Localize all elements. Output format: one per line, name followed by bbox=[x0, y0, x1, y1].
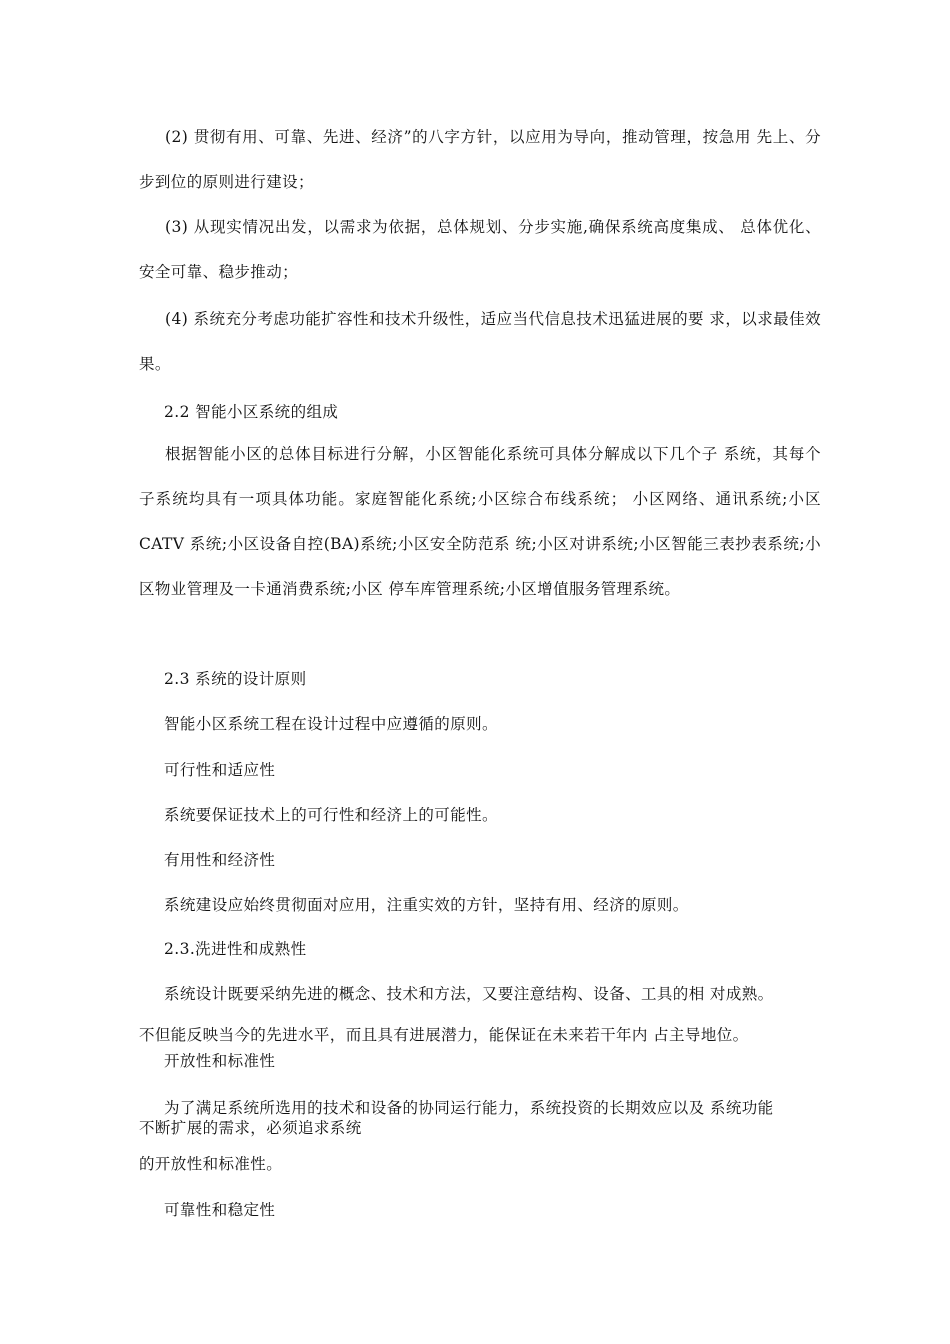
paragraph-advanced-line-1: 系统设计既要采纳先进的概念、技术和方法，又要注意结构、设备、工具的相 对成熟。 bbox=[164, 985, 774, 1003]
paragraph-system-composition: 根据智能小区的总体目标进行分解，小区智能化系统可具体分解成以下几个子 系统，其每个子系统均具有一项具体功能。家庭智能化系统;小区综合布线系统； 小区网络、通讯系统;小区 CATV 系统;小区设备自控(BA)系统;小区安全防范系 统;小区对讲系统;小区智能三表抄表系统;小区物业管理及一卡通消费系统;小区 停车库管理系统;小区增值服务管理系统。 bbox=[139, 445, 821, 598]
paragraph-design-principles-intro: 智能小区系统工程在设计过程中应遵循的原则。 bbox=[164, 715, 498, 733]
paragraph-principle-3: (3) 从现实情况出发，以需求为依据，总体规划、分步实施,确保系统高度集成、 总体优化、安全可靠、稳步推动； bbox=[139, 218, 821, 281]
subheading-feasibility: 可行性和适应性 bbox=[164, 761, 276, 779]
subheading-openness: 开放性和标准性 bbox=[164, 1052, 276, 1070]
paragraph-principle-4: (4) 系统充分考虑功能扩容性和技术升级性，适应当代信息技术迅猛进展的要 求，以求最佳效果。 bbox=[139, 310, 821, 373]
paragraph-feasibility: 系统要保证技术上的可行性和经济上的可能性。 bbox=[164, 806, 498, 824]
subheading-usefulness: 有用性和经济性 bbox=[164, 851, 276, 869]
paragraph-usefulness: 系统建设应始终贯彻面对应用，注重实效的方针，坚持有用、经济的原则。 bbox=[164, 896, 689, 914]
subheading-reliability: 可靠性和稳定性 bbox=[164, 1201, 276, 1219]
section-heading-2-3: 2.3 系统的设计原则 bbox=[164, 670, 307, 688]
paragraph-openness-line-2: 不断扩展的需求，必须追求系统 bbox=[139, 1119, 362, 1137]
paragraph-advanced-line-2: 不但能反映当今的先进水平，而且具有进展潜力，能保证在未来若干年内 占主导地位。 bbox=[139, 1026, 749, 1044]
paragraph-openness-line-1: 为了满足系统所选用的技术和设备的协同运行能力，系统投资的长期效应以及 系统功能 bbox=[164, 1099, 774, 1117]
section-heading-2-2: 2.2 智能小区系统的组成 bbox=[164, 403, 339, 421]
paragraph-principle-2: (2) 贯彻有用、可靠、先进、经济”的八字方针，以应用为导向，推动管理，按急用 先上、分步到位的原则进行建设； bbox=[139, 128, 821, 191]
paragraph-openness-line-3: 的开放性和标准性。 bbox=[139, 1155, 283, 1173]
subheading-advanced: 2.3.洗进性和成熟性 bbox=[164, 940, 307, 958]
